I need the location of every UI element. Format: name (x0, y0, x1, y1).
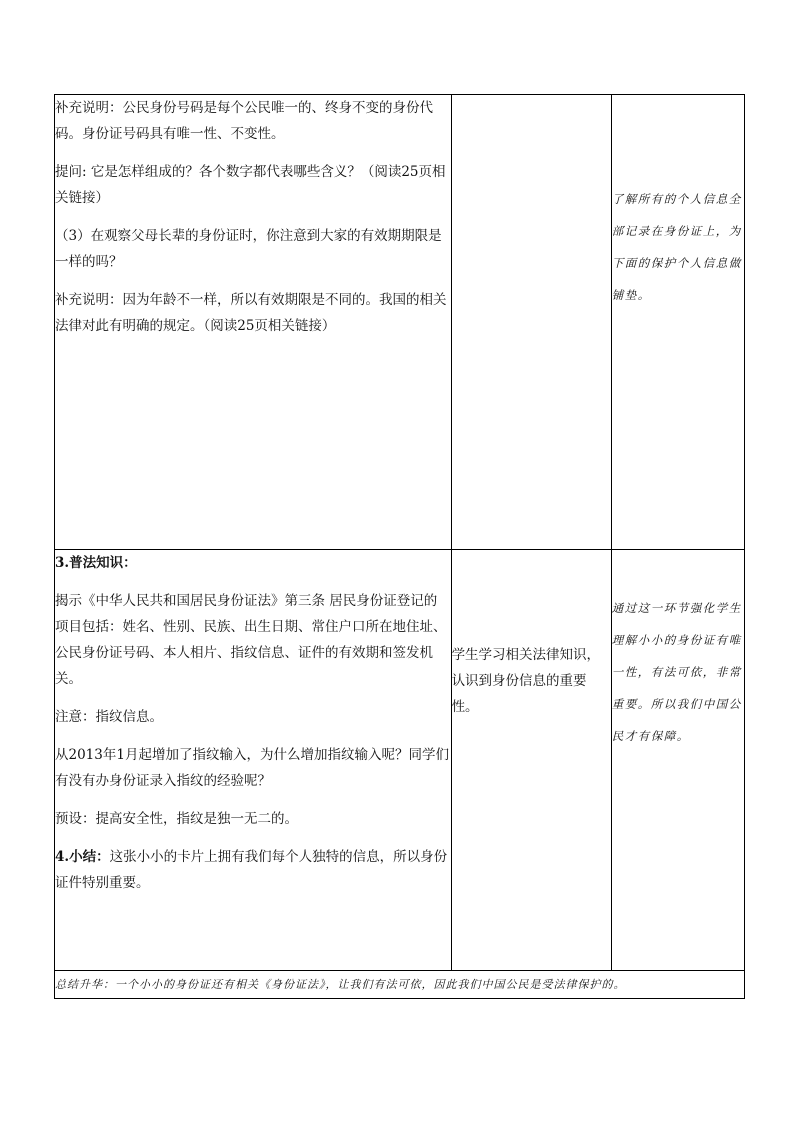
design-intent-text: 了解所有的个人信息全部记录在身份证上，为下面的保护个人信息做铺垫。 (611, 192, 742, 302)
design-intent-cell (611, 95, 744, 550)
table-row (55, 971, 745, 999)
summary-cell: 总结升华：一个小小的身份证还有相关《身份证法》，让我们有法可依，因此我们中国公民是受法律保护的。 (55, 971, 745, 999)
table-row (55, 550, 745, 971)
paragraph: 补充说明：因为年龄不一样，所以有效期限是不同的。我国的相关法律对此有明确的规定。（阅读25页相关链接） (55, 292, 447, 334)
table-row (55, 95, 745, 550)
paragraph (55, 844, 451, 896)
student-activity-text: 学生学习相关法律知识，认识到身份信息的重要性。 (451, 647, 601, 715)
teaching-process-cell (55, 550, 452, 971)
section-heading: 3.普法知识： (55, 555, 137, 571)
paragraph: 揭示《中华人民共和国居民身份证法》第三条 居民身份证登记的项目包括：姓名、性别、民族、出生日期、常住户口所在地住址、公民身份证号码、本人相片、指纹信息、证件的有效期和签发机关。 (55, 593, 447, 687)
paragraph: 补充说明：公民身份号码是每个公民唯一的、终身不变的身份代码。身份证号码具有唯一性、不变性。 (55, 100, 433, 142)
paragraph: 注意：指纹信息。 (55, 709, 163, 725)
student-activity-cell (451, 550, 611, 971)
paragraph: 提问: 它是怎样组成的？各个数字都代表哪些含义？（阅读25页相关链接） (55, 164, 446, 206)
design-intent-cell (611, 550, 744, 971)
section-subheading: 4.小结： (55, 849, 110, 865)
paragraph: （3）在观察父母长辈的身份证时，你注意到大家的有效期期限是一样的吗？ (55, 228, 442, 270)
lesson-plan-table (54, 94, 745, 999)
teaching-process-cell (55, 95, 452, 550)
paragraph: 预设：提高安全性，指纹是独一无二的。 (55, 811, 298, 827)
design-intent-text: 通过这一环节强化学生理解小小的身份证有唯一性，有法可依，非常重要。所以我们中国公民才有保障。 (611, 601, 742, 743)
summary-text: 这张小小的卡片上拥有我们每个人独特的信息，所以身份证件特别重要。 (55, 849, 448, 891)
student-activity-cell (451, 95, 611, 550)
paragraph: 从2013年1月起增加了指纹输入，为什么增加指纹输入呢？同学们有没有办身份证录入指纹的经验呢？ (55, 747, 449, 789)
